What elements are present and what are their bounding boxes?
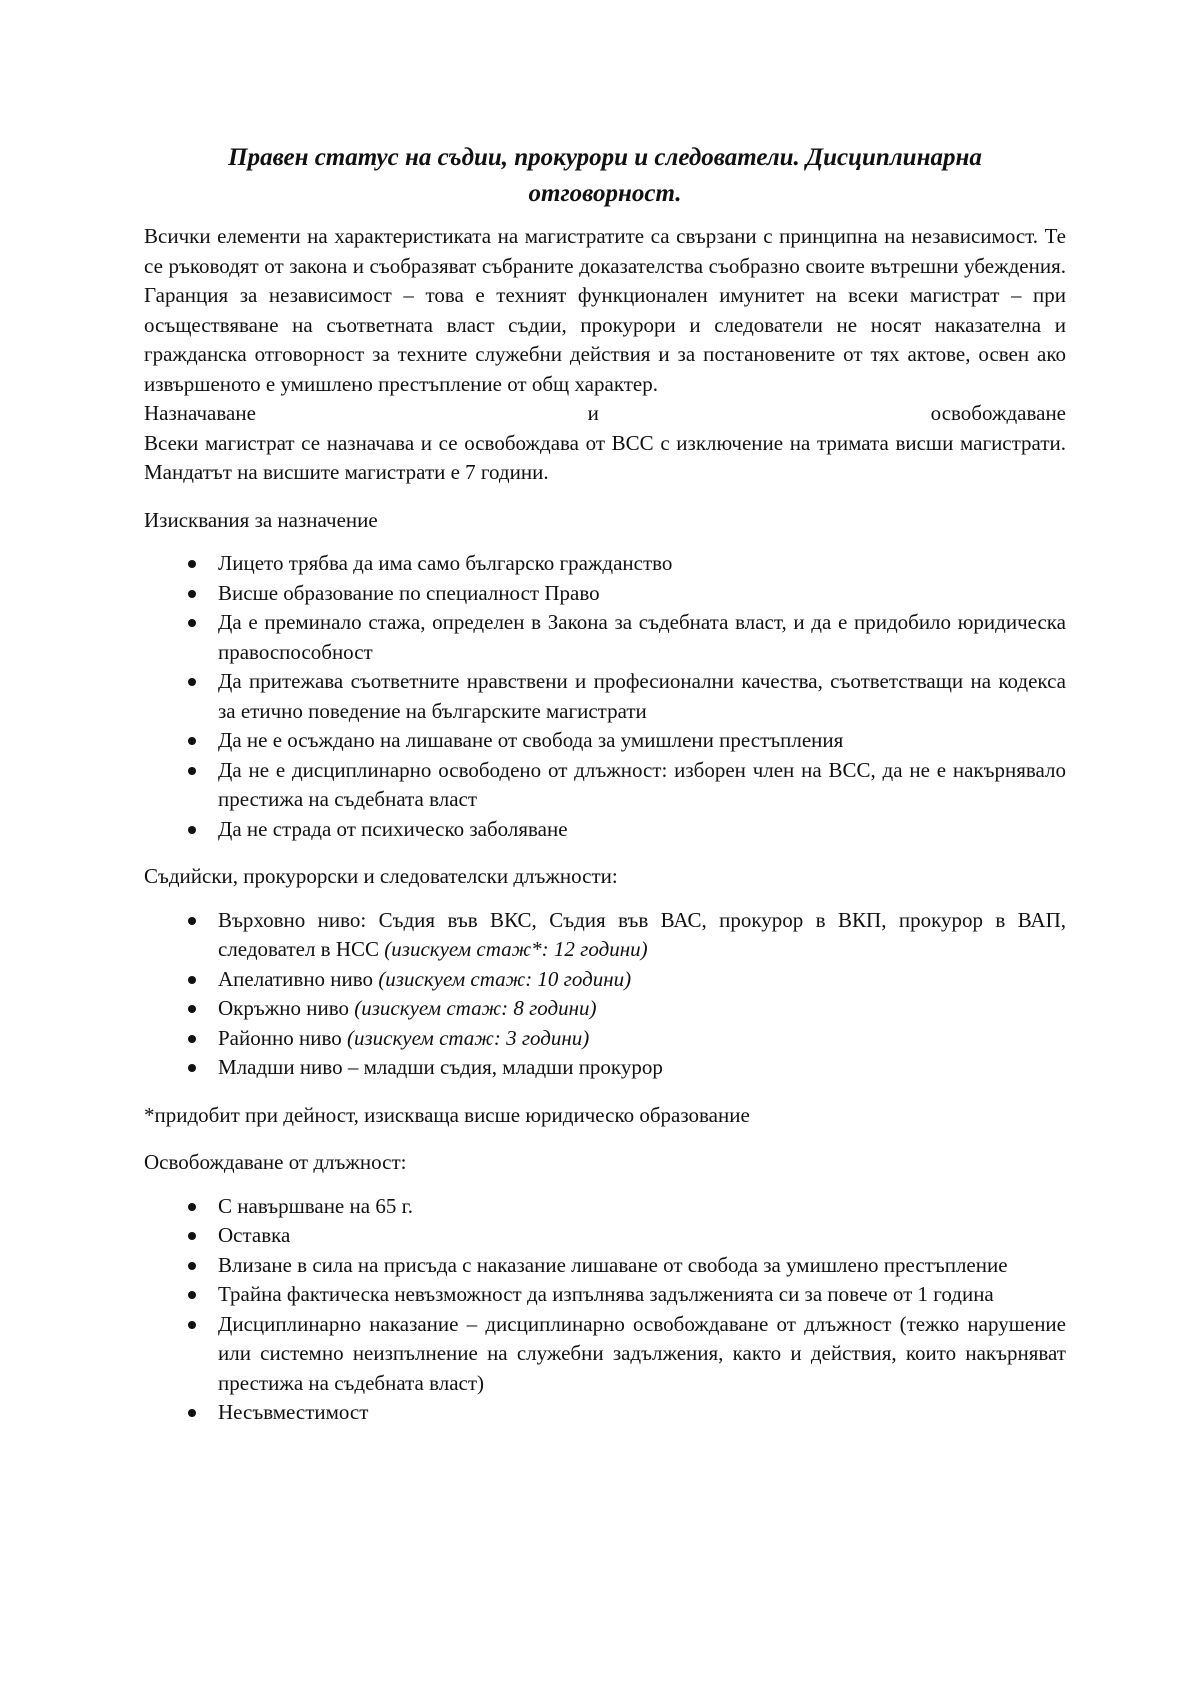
bullet-icon: [188, 1035, 196, 1043]
list-item: Младши ниво – младши съдия, младши прокурор: [144, 1053, 1066, 1083]
list-item: Окръжно ниво (изискуем стаж: 8 години): [144, 994, 1066, 1024]
bullet-icon: [188, 976, 196, 984]
bullet-icon: [188, 767, 196, 775]
list-item: Апелативно ниво (изискуем стаж: 10 години): [144, 965, 1066, 995]
list-item: Лицето трябва да има само българско гражданство: [144, 549, 1066, 579]
list-item: Дисциплинарно наказание – дисциплинарно освобождаване от длъжност (тежко нарушение или системно неизпълнение на служебни задължения, както и действия, които накърняват престижа на съдебната власт): [144, 1310, 1066, 1399]
list-item: Висше образование по специалност Право: [144, 579, 1066, 609]
bullet-icon: [188, 1232, 196, 1240]
bullet-icon: [188, 590, 196, 598]
bullet-icon: [188, 1321, 196, 1329]
requirements-heading: Изисквания за назначение: [144, 507, 378, 532]
bullet-icon: [188, 678, 196, 686]
requirements-list: [144, 549, 1066, 844]
bullet-icon: [188, 1262, 196, 1270]
document-title: Правен статус на съдии, прокурори и следователи. Дисциплинарна отговорност.: [228, 144, 982, 207]
document-body: [144, 140, 1066, 1428]
list-item: Оставка: [144, 1221, 1066, 1251]
bullet-icon: [188, 737, 196, 745]
bullet-icon: [188, 826, 196, 834]
bullet-icon: [188, 1005, 196, 1013]
bullet-icon: [188, 917, 196, 925]
bullet-icon: [188, 1203, 196, 1211]
positions-heading: Съдийски, прокурорски и следователски длъжности:: [144, 864, 618, 888]
list-item: Несъвместимост: [144, 1398, 1066, 1428]
bullet-icon: [188, 560, 196, 568]
footnote: *придобит при дейност, изискваща висше юридическо образование: [144, 1102, 750, 1127]
positions-list: [144, 906, 1066, 1083]
list-item: Да не страда от психическо заболяване: [144, 815, 1066, 845]
list-item: Районно ниво (изискуем стаж: 3 години): [144, 1024, 1066, 1054]
dismissal-heading: Освобождаване от длъжност:: [144, 1150, 407, 1174]
list-item: Да не е дисциплинарно освободено от длъжност: изборен член на ВСС, да не е накърнявало престижа на съдебната власт: [144, 756, 1066, 815]
list-item: С навършване на 65 г.: [144, 1192, 1066, 1222]
list-item: Трайна фактическа невъзможност да изпълнява задълженията си за повече от 1 година: [144, 1280, 1066, 1310]
list-item: Да притежава съответните нравствени и професионални качества, съответстващи на кодекса за етично поведение на българските магистрати: [144, 667, 1066, 726]
appointment-paragraph: Всеки магистрат се назначава и се освобождава от ВСС с изключение на тримата висши магистрати. Мандатът на висшите магистрати е 7 години.: [144, 430, 1066, 484]
list-item: Влизане в сила на присъда с наказание лишаване от свобода за умишлено престъпление: [144, 1251, 1066, 1281]
bullet-icon: [188, 1064, 196, 1072]
list-item: Да не е осъждано на лишаване от свобода за умишлени престъпления: [144, 726, 1066, 756]
list-item: Да е преминало стажа, определен в Закона за съдебната власт, и да е придобило юридическа правоспособност: [144, 608, 1066, 667]
bullet-icon: [188, 619, 196, 627]
list-item: Върховно ниво: Съдия във ВКС, Съдия във ВАС, прокурор в ВКП, прокурор в ВАП, следовател в НСС (изискуем стаж*: 12 години): [144, 906, 1066, 965]
dismissal-list: [144, 1192, 1066, 1428]
bullet-icon: [188, 1291, 196, 1299]
appointment-heading: Назначаване и освобождаване: [144, 401, 1066, 425]
intro-paragraph: Всички елементи на характеристиката на магистратите са свързани с принципна на независимост. Те се ръководят от закона и съобразяват събраните доказателства съобразно своите вътрешни убеждения. Гаранция за независимост – това е техният функционален имунитет на всеки магистрат – при осъществяване на съответната власт съдии, прокурори и следователи не носят наказателна и гражданска отговорност за техните служебни действия и за постановените от тях актове, освен ако извършеното е умишлено престъпление от общ характер.: [144, 224, 1066, 396]
bullet-icon: [188, 1409, 196, 1417]
